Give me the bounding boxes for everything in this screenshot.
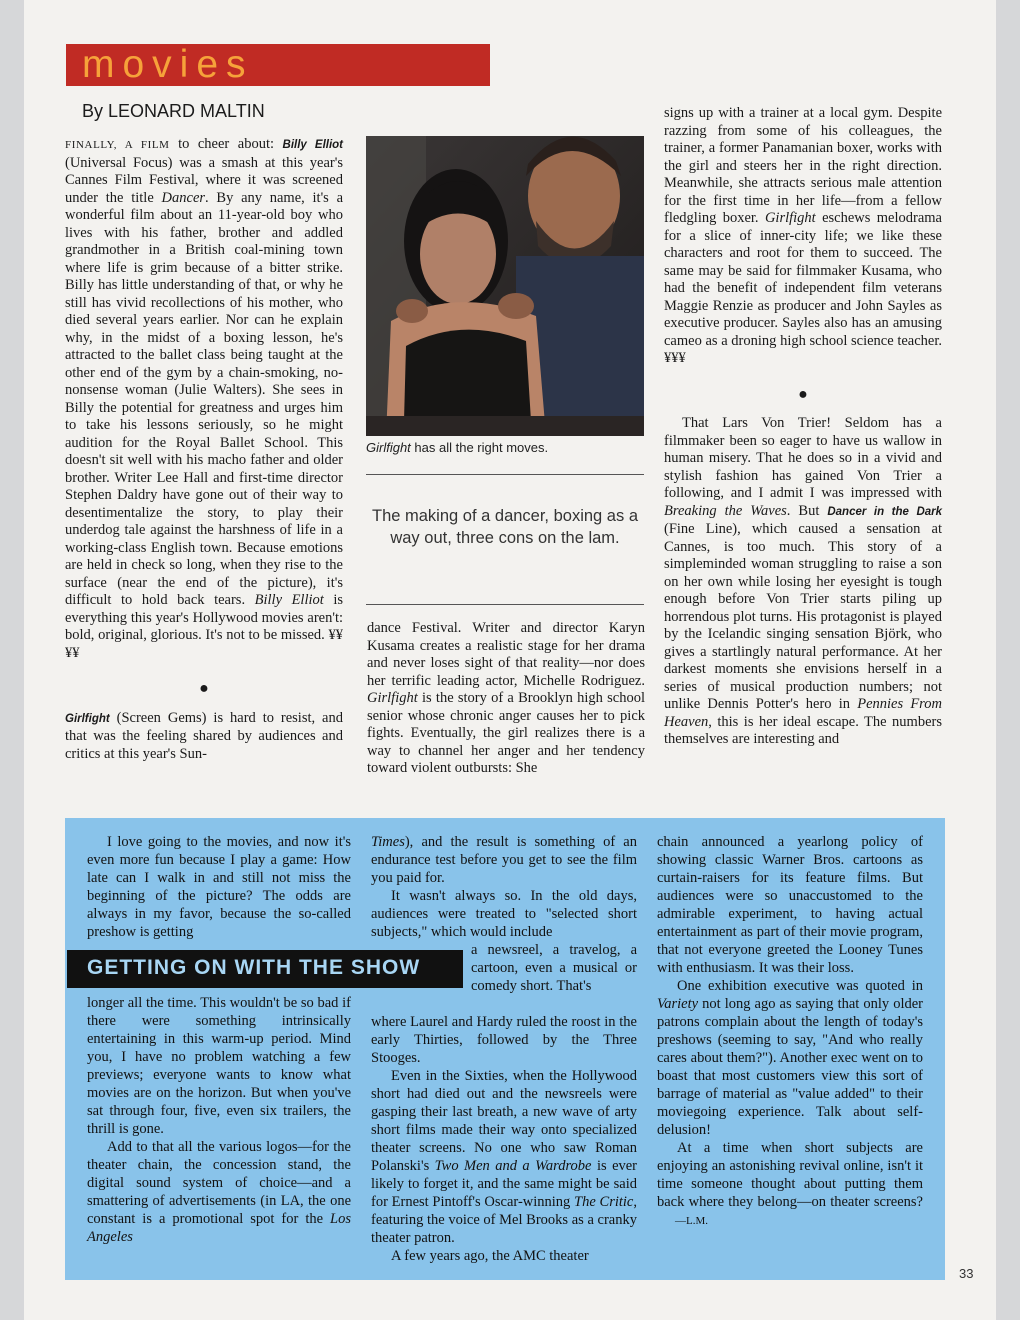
girlfight-review-end: signs up with a trainer at a local gym. Despite razzing from some of his colleagues, the trainer, a former Panamanian boxer, works with the girl and steers her in the right direction. Meanwhile, she attracts serious male attention for the first time in her life—from a fellow fledgling boxer. Girlfight eschews melodrama for a slice of inner-city life; we like these characters and root for them to succeed. The same may be said for filmmaker Kusama, who had the benefit of independent film veterans Maggie Renzie as producer and John Sayles as executive producer. Sayles also has an amusing cameo as a droning high school science teacher. ¥¥¥: [664, 105, 942, 366]
magazine-page: [24, 0, 996, 1320]
section-title: movies: [82, 43, 254, 86]
lead-in: FINALLY, A FILM: [65, 139, 170, 151]
sidebar-column-2-top: Times), and the result is something of an endurance test before you get to see the film you paid for. It wasn't always so. In the old days, audiences were treated to "selected short subjects," which would include: [371, 834, 637, 940]
sidebar-heading: GETTING ON WITH THE SHOW: [87, 956, 421, 979]
article-column-1: [65, 136, 343, 763]
sidebar-box: [65, 818, 945, 1280]
sidebar-signoff: —L.M.: [675, 1215, 708, 1227]
film-title-billy-elliot: Billy Elliot: [282, 139, 344, 151]
section-bullet: ●: [199, 680, 209, 697]
pull-quote-rule-top: [366, 474, 644, 475]
film-title-girlfight: Girlfight: [65, 712, 110, 725]
photo-caption: Girlfight has all the right moves.: [366, 440, 549, 455]
girlfight-still-image: [366, 136, 644, 436]
pull-quote-rule-bottom: [366, 604, 644, 605]
rating-billy-elliot: ¥¥¥¥: [65, 627, 344, 661]
sidebar-column-2-mid: a newsreel, a travelog, a cartoon, even a musical or comedy short. That's: [471, 942, 637, 994]
pull-quote: The making of a dancer, boxing as a way out, three cons on the lam.: [372, 507, 638, 547]
section-bullet: ●: [798, 385, 808, 403]
girlfight-review-start: Girlfight (Screen Gems) is hard to resist, and that was the feeling shared by audiences and critics at this year's Sun-: [65, 709, 343, 762]
sidebar-column-1-top: I love going to the movies, and now it's even more fun because I play a game: How late can I walk in and still not miss the beginning of the picture? The odds are always in my favor, because the so-called preshow is getting: [87, 834, 351, 940]
film-title-dancer-in-the-dark: Dancer in the Dark: [827, 505, 943, 518]
byline: By LEONARD MALTIN: [82, 101, 265, 121]
sidebar-column-2-bottom: where Laurel and Hardy ruled the roost in the early Thirties, followed by the Three Stooges. Even in the Sixties, when the Hollywood short had died out and the newsreels were gasping their last breath, a new wave of arty short films made their way onto specialized theater screens. No one who saw Roman Polanski's Two Men and a Wardrobe is ever likely to forget it, and the same might be said for Ernest Pintoff's Oscar-winning The Critic, featuring the voice of Mel Brooks as a cranky theater patron. A few years ago, the AMC theater: [371, 1014, 638, 1264]
article-column-3: [664, 105, 942, 749]
sidebar-column-1-bottom: longer all the time. This wouldn't be so bad if there were something intrinsically entertaining in this warm-up period. Mind you, I have no problem watching a few previews; everyone wants to know what movies are on the horizon. But when you've sat through four, five, even six trailers, the thrill is gone. Add to that all the various logos—for the theater chain, the concession stand, the digital sound system of choice—and a smattering of advertisements (in LA, the one constant is a promotional spot for the Los Angeles: [87, 995, 352, 1245]
page-number: 33: [959, 1266, 974, 1281]
sidebar-heading-bar: [67, 950, 463, 988]
section-banner: [66, 44, 490, 86]
article-column-2: dance Festival. Writer and director Karyn Kusama creates a realistic stage for her drama and never loses sight of that reality—nor does her terrific leading actor, Michelle Rodriguez. Girlfight is the story of a Brooklyn high school senior whose chronic anger causes her to pick fights. Eventually, the girl realizes there is a way to channel her anger and her tendency toward violent outbursts: She: [367, 620, 645, 776]
dancer-in-the-dark-review: That Lars Von Trier! Seldom has a filmmaker been so eager to have us wallow in human misery. That he does so in a vivid and stylish fashion has gained Von Trier a following, and I admit I was impressed with Breaking the Waves. But Dancer in the Dark (Fine Line), which caused a sensation at Cannes, is too much. This story of a simpleminded woman struggling to raise a son on her own while losing her eyesight is tough enough before Von Trier starts piling up horrendous plot turns. His protagonist is played by the Icelandic singing sensation Björk, who gives a startlingly natural performance. At her darkest moments she envisions herself in a series of musical production numbers; not unlike Dennis Potter's hero in Pennies From Heaven, this is her ideal escape. The numbers themselves are interesting and: [664, 415, 943, 747]
girlfight-photo: [366, 136, 644, 436]
sidebar-column-3: chain announced a yearlong policy of showing classic Warner Bros. cartoons as curtain-raisers for its feature films. But audiences were so unaccustomed to the admirable experiment, to having actual entertainment as part of their movie program, that not everyone greeted the Looney Tunes with enthusiasm. It was their loss. One exhibition executive was quoted in Variety not long ago as saying that only older patrons complain about the length of today's preshows (seeming to say, "And who really cares about them?"). Another exec went on to boast that most customers view this sort of barrage of material as "value added" to their moviegoing experience. Talk about self-delusion! At a time when short subjects are enjoying an astonishing revival online, isn't it time someone thought about putting them back where they belong—on theater screens? —L.M.: [657, 834, 924, 1227]
rating-girlfight: ¥¥¥: [664, 350, 686, 366]
billy-elliot-review: FINALLY, A FILM to cheer about: Billy Elliot (Universal Focus) was a smash at this year's Cannes Film Festival, where it was screened under the title Dancer. By any name, it's a wonderful film about an 11-year-old boy who lives with his father, brother and addled grandmother in a British coal-mining town where life is grim because of a bitter strike. Billy has little understanding of that, or why he still has vivid recollections of his mother, who died several years earlier. Nor can he explain why, in the midst of a boxing lesson, he's attracted to the ballet class being taught at the other end of the gym by a chain-smoking, no-nonsense woman (Julie Walters). She sees in Billy the potential for greatness and urges him to take his lessons seriously, so he might audition for the Royal Ballet School. This doesn't sit well with his macho father and older brother. Writer Lee Hall and first-time director Stephen Daldry have gone out of their way to desentimentalize the story, to play their underdog tale against the harshness of life in a working-class English town. Because emotions are held in check so long, when they rise to the surface (near the end of the picture), it's difficult to hold back tears. Billy Elliot is everything this year's Hollywood movies aren't: bold, original, glorious. It's not to be missed. ¥¥¥¥: [65, 136, 344, 661]
